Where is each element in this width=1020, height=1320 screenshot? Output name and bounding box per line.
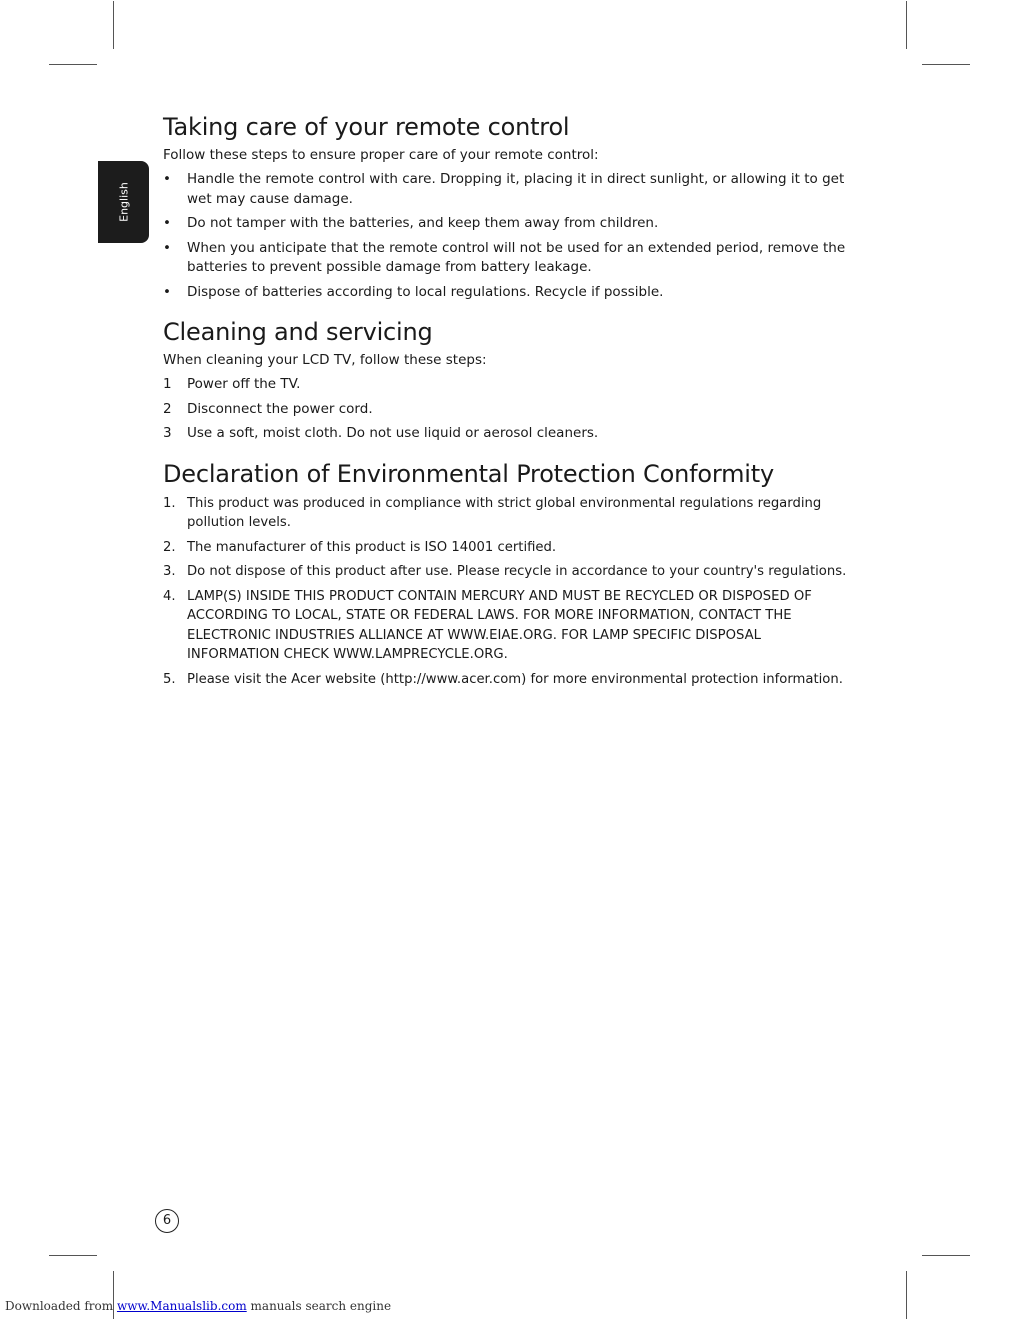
list-item-text: Do not dispose of this product after use. Please recycle in accordance to your country's regulations. — [187, 564, 847, 579]
section-title: Taking care of your remote control — [163, 113, 570, 141]
crop-mark — [906, 1271, 907, 1319]
list-marker: • — [163, 283, 171, 300]
numbered-list — [163, 375, 856, 444]
list-item — [163, 239, 856, 278]
list-marker: • — [163, 171, 171, 187]
page-number: 6 — [155, 1209, 179, 1233]
footer-prefix: Downloaded from — [5, 1299, 114, 1313]
bullet-list — [163, 170, 856, 302]
list-marker: 2. — [163, 539, 176, 555]
language-label: English — [117, 182, 130, 222]
list-item-text: LAMP(S) INSIDE THIS PRODUCT CONTAIN MERCURY AND MUST BE RECYCLED OR DISPOSED OF ACCORDING TO LOCAL, STATE OR FEDERAL LAWS. FOR MORE INFORMATION, CONTACT THE ELECTRONIC INDUSTRIES ALLIANCE AT WWW.EIAE.ORG. FOR LAMP SPECIFIC DISPOSAL INFORMATION CHECK WWW.LAMPRECYCLE.ORG. — [187, 588, 812, 662]
list-item-text: Please visit the Acer website (http://www.acer.com) for more environmental protection information. — [187, 671, 843, 687]
crop-mark — [113, 1, 114, 49]
list-item — [163, 670, 856, 690]
list-item — [163, 538, 856, 558]
section-title: Declaration of Environmental Protection Conformity — [163, 459, 774, 488]
list-item — [163, 587, 856, 665]
list-item — [163, 283, 856, 303]
section-intro: Follow these steps to ensure proper care of your remote control: — [163, 147, 599, 163]
list-item — [163, 424, 856, 444]
list-marker: • — [163, 239, 171, 256]
list-item — [163, 400, 856, 420]
crop-mark — [49, 1255, 97, 1256]
list-item-text: This product was produced in compliance with strict global environmental regulations regarding pollution levels. — [187, 495, 822, 530]
crop-mark — [49, 64, 97, 65]
language-side-tab — [98, 161, 149, 243]
list-item — [163, 170, 856, 209]
list-item-text: The manufacturer of this product is ISO 14001 certified. — [187, 539, 557, 555]
download-footer — [5, 1299, 391, 1313]
list-marker: 3 — [163, 425, 172, 441]
list-marker: 1 — [163, 376, 172, 392]
list-item-text: Use a soft, moist cloth. Do not use liquid or aerosol cleaners. — [187, 425, 599, 441]
list-marker: 4. — [163, 588, 176, 604]
list-marker: 1. — [163, 495, 176, 511]
list-item-text: Handle the remote control with care. Dropping it, placing it in direct sunlight, or allowing it to get wet may cause damage. — [187, 171, 845, 207]
list-item — [163, 214, 856, 234]
list-item — [163, 494, 856, 533]
list-item-text: Disconnect the power cord. — [187, 400, 373, 417]
section-title: Cleaning and servicing — [163, 318, 433, 346]
section-intro: When cleaning your LCD TV, follow these steps: — [163, 352, 487, 368]
page-content — [163, 110, 856, 694]
crop-mark — [906, 1, 907, 49]
list-item-text: Power off the TV. — [187, 376, 301, 392]
list-item — [163, 562, 856, 582]
crop-mark — [922, 64, 970, 65]
section-cleaning-servicing — [163, 315, 856, 444]
list-item-text: Dispose of batteries according to local regulations. Recycle if possible. — [187, 283, 664, 300]
section-environmental-conformity — [163, 457, 856, 690]
list-marker: 3. — [163, 564, 176, 579]
section-remote-control-care — [163, 110, 856, 302]
manualslib-link[interactable]: www.Manualslib.com — [116, 1299, 247, 1313]
list-marker: • — [163, 215, 171, 231]
list-item-text: When you anticipate that the remote control will not be used for an extended period, remove the batteries to prevent possible damage from battery leakage. — [187, 239, 846, 275]
list-item — [163, 375, 856, 395]
list-item-text: Do not tamper with the batteries, and keep them away from children. — [187, 215, 659, 231]
list-marker: 5. — [163, 671, 176, 687]
crop-mark — [922, 1255, 970, 1256]
list-marker: 2 — [163, 400, 172, 417]
numbered-list — [163, 494, 856, 690]
footer-suffix: manuals search engine — [250, 1299, 392, 1313]
